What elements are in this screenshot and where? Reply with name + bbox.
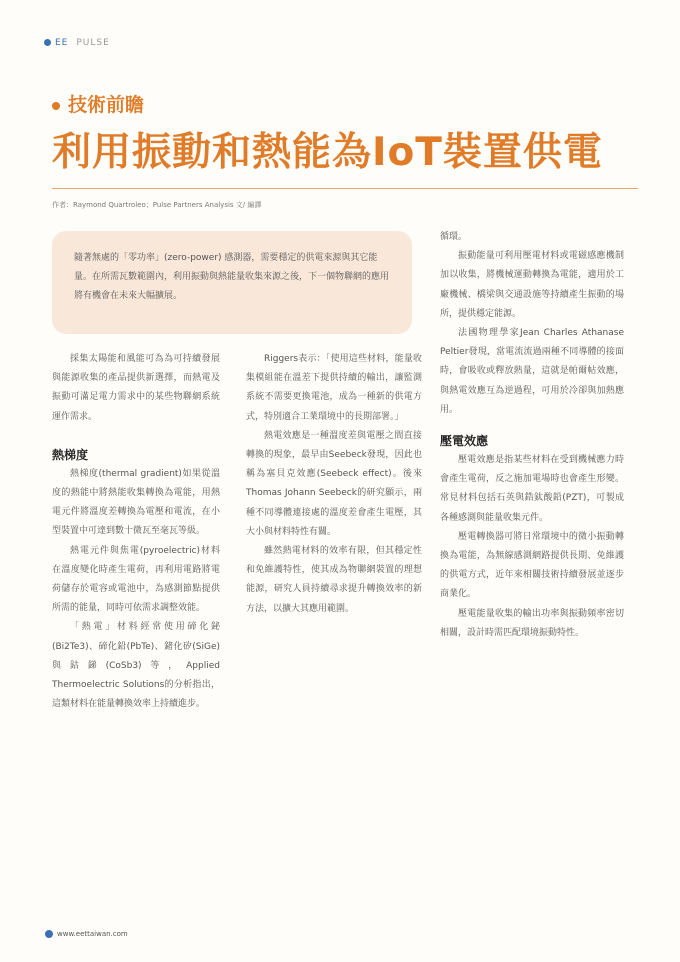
paragraph: 「熱電」材料經常使用碲化鉍(Bi2Te3)、碲化鉛(PbTe)、鍺化矽(SiGe)與鈷銻(CoSb3)等，Applied Thermoelectric Solutions的分析指出，這類材料在能量轉換效率上持續進步。 (52, 622, 220, 710)
column-2 (246, 350, 422, 619)
section-heading: 壓電效應 (440, 434, 489, 449)
section-dot-icon (44, 39, 51, 46)
pulse-label: PULSE (76, 38, 110, 48)
kicker-text: 技術前瞻 (68, 94, 145, 116)
column-3 (440, 228, 624, 643)
bullet-icon (52, 102, 60, 110)
section-label: EE (55, 38, 69, 48)
paragraph: 熱梯度(thermal gradient)如果從溫度的熱能中將熱能收集轉換為電能，用熱電元件將溫度差轉換為電壓和電流，在小型裝置中可達到數十微瓦至毫瓦等級。 (52, 468, 220, 537)
paragraph: 循環。 (440, 232, 468, 242)
page-footer (45, 930, 128, 938)
abstract-box (52, 231, 412, 334)
paragraph: 振動能量可利用壓電材料或電磁感應機制加以收集，將機械運動轉換為電能，適用於工廠機械、橋梁與交通設施等持續產生振動的場所，提供穩定能源。 (440, 251, 624, 319)
section-kicker (52, 90, 144, 117)
column-1 (52, 350, 220, 714)
paragraph: 法國物理學家Jean Charles Athanase Peltier發現，當電流流過兩種不同導體的接面時，會吸收或釋放熱量，這就是帕爾帖效應，與熱電效應互為逆過程，可用於冷卻與加熱應用。 (440, 328, 624, 415)
paragraph: 採集太陽能和風能可為為可持續發展與能源收集的產品提供新選擇，而熱電及振動可滿足電力需求中的某些物聯網系統運作需求。 (52, 354, 220, 422)
article-title: 利用振動和熱能為IoT裝置供電 (52, 130, 603, 175)
paragraph: 熱電效應是一種溫度差與電壓之間直接轉換的現象，最早由Seebeck發現，因此也稱為塞貝克效應(Seebeck effect)。後來Thomas Johann Seebeck的研究顯示，兩種不同導體連接處的溫度差會產生電壓，其大小與材料特性有關。 (246, 430, 422, 537)
paragraph: Riggers表示：「使用這些材料，能量收集模組能在溫差下提供持續的輸出，讓監測系統不需要更換電池，成為一種新的供電方式，特別適合工業環境中的長期部署。」 (246, 354, 422, 422)
section-heading: 熱梯度 (52, 447, 89, 462)
abstract-text: 隨著無處的「零功率」(zero-power) 感測器，需要穩定的供電來源與其它能量。在所需瓦數範圍內，利用振動與熱能量收集來源之後，下一個物聯網的應用將有機會在未來大幅擴展。 (74, 253, 390, 301)
paragraph: 壓電效應是指某些材料在受到機械應力時會產生電荷，反之施加電場時也會產生形變。常見材料包括石英與鋯鈦酸鉛(PZT)，可製成各種感測與能量收集元件。 (440, 455, 624, 523)
footer-dot-icon (45, 930, 53, 938)
footer-url[interactable]: www.eettaiwan.com (57, 930, 128, 938)
title-divider (52, 188, 638, 189)
magazine-header (44, 38, 110, 48)
paragraph: 熱電元件與焦電(pyroelectric)材料在溫度變化時產生電荷，再利用電路將電荷儲存於電容或電池中，為感測節點提供所需的能量，同時可依需求調整效能。 (52, 545, 220, 614)
paragraph: 雖然熱電材料的效率有限，但其穩定性和免維護特性，使其成為物聯網裝置的理想能源，研究人員持續尋求提升轉換效率的新方法，以擴大其應用範圍。 (246, 546, 422, 614)
paragraph: 壓電能量收集的輸出功率與振動頻率密切相關，設計時需匹配環境振動特性。 (440, 608, 624, 638)
paragraph: 壓電轉換器可將日常環境中的微小振動轉換為電能，為無線感測網路提供長期、免維護的供電方式，近年來相關技術持續發展並逐步商業化。 (440, 531, 624, 600)
author-line: 作者：Raymond Quartroleo；Pulse Partners Analysis 文/ 編譯 (52, 201, 262, 209)
